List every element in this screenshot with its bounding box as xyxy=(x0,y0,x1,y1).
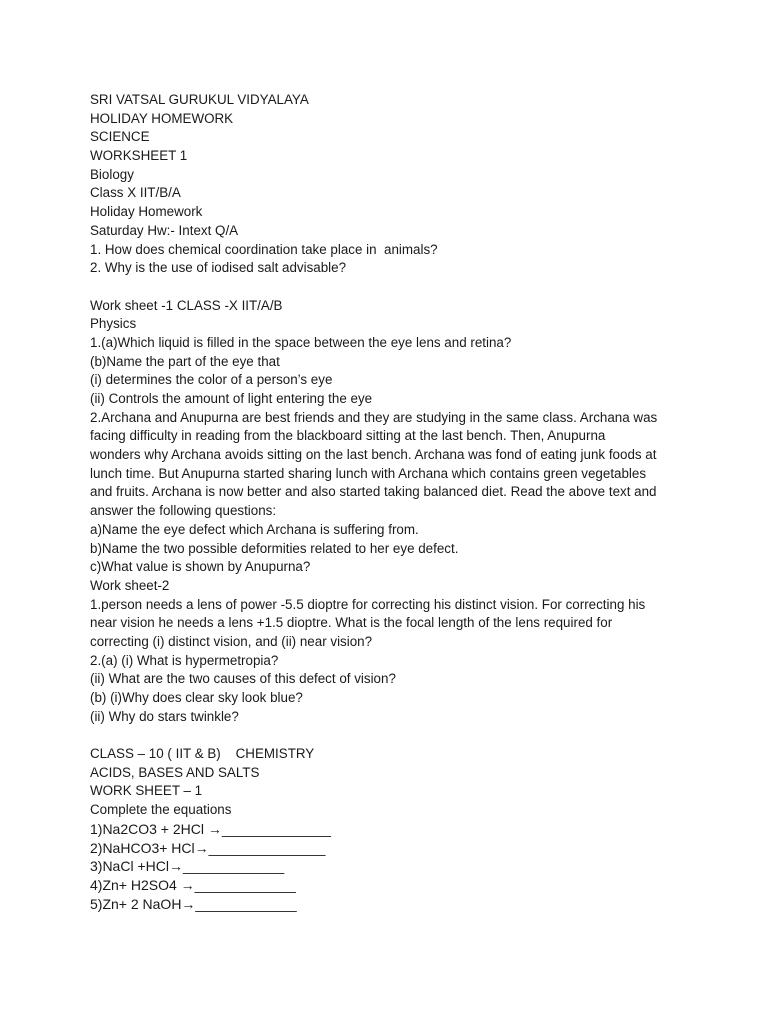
equation-item: 1)Na2CO3 + 2HCl →______________ xyxy=(90,820,331,837)
question: correcting (i) distinct vision, and (ii) near vision? xyxy=(90,633,373,649)
question: 1. How does chemical coordination take place in animals? xyxy=(90,241,438,257)
equation-item: 5)Zn+ 2 NaOH→_____________ xyxy=(90,895,297,912)
subject: SCIENCE xyxy=(90,129,150,145)
instruction: Complete the equations xyxy=(90,802,232,818)
document-body xyxy=(90,91,690,913)
question: c)What value is shown by Anupurna? xyxy=(90,559,311,575)
passage-line: facing difficulty in reading from the blackboard sitting at the last bench. Then, Anupurna xyxy=(90,428,606,444)
section-biology: Biology xyxy=(90,166,134,182)
physics-section xyxy=(90,297,690,727)
passage-line: 2.Archana and Anupurna are best friends and they are studying in the same class. Archana was xyxy=(90,409,658,425)
passage-line: wonders why Archana avoids sitting on the last bench. Archana was fond of eating junk foods at xyxy=(90,447,657,463)
question: (i) determines the color of a person’s eye xyxy=(90,372,333,388)
passage-line: answer the following questions: xyxy=(90,503,277,519)
class-label: Class X IIT/B/A xyxy=(90,185,181,201)
question: a)Name the eye defect which Archana is suffering from. xyxy=(90,521,419,537)
question: 1.person needs a lens of power -5.5 dioptre for correcting his distinct vision. For correcting his xyxy=(90,596,646,612)
question: (ii) Why do stars twinkle? xyxy=(90,708,239,724)
section-physics: Physics xyxy=(90,316,137,332)
blank-line xyxy=(90,726,690,745)
equation-item: 2)NaHCO3+ HCl→_______________ xyxy=(90,839,326,856)
question: (ii) What are the two causes of this defect of vision? xyxy=(90,671,396,687)
chemistry-class-heading: CLASS – 10 ( IIT & B) CHEMISTRY xyxy=(90,746,315,762)
equation-item: 3)NaCl +HCl→_____________ xyxy=(90,858,285,875)
question: b)Name the two possible deformities related to her eye defect. xyxy=(90,540,459,556)
saturday-hw: Saturday Hw:- Intext Q/A xyxy=(90,222,239,238)
school-name: SRI VATSAL GURUKUL VIDYALAYA xyxy=(90,92,309,107)
doc-title: HOLIDAY HOMEWORK xyxy=(90,110,234,126)
question: (b) (i)Why does clear sky look blue? xyxy=(90,690,303,705)
question: 2. Why is the use of iodised salt advisable? xyxy=(90,260,347,276)
equation-item: 4)Zn+ H2SO4 →_____________ xyxy=(90,876,296,893)
chemistry-section xyxy=(90,745,690,913)
chemistry-topic: ACIDS, BASES AND SALTS xyxy=(90,764,260,780)
question: (b)Name the part of the eye that xyxy=(90,353,280,369)
question: near vision he needs a lens +1.5 dioptre. What is the focal length of the lens required for xyxy=(90,615,613,631)
question: 2.(a) (i) What is hypermetropia? xyxy=(90,652,279,668)
homework-label: Holiday Homework xyxy=(90,204,203,220)
worksheet-heading: Work sheet-2 xyxy=(90,577,170,593)
blank-line xyxy=(90,278,690,297)
question: 1.(a)Which liquid is filled in the space between the eye lens and retina? xyxy=(90,334,512,350)
passage-line: lunch time. But Anupurna started sharing lunch with Archana which contains green vegetables xyxy=(90,465,647,481)
worksheet-heading: WORK SHEET – 1 xyxy=(90,783,203,799)
worksheet-heading: Work sheet -1 CLASS -X IIT/A/B xyxy=(90,297,283,313)
question: (ii) Controls the amount of light entering the eye xyxy=(90,391,373,406)
header-section xyxy=(90,91,690,278)
passage-line: and fruits. Archana is now better and also started taking balanced diet. Read the above text and xyxy=(90,484,657,500)
worksheet-label: WORKSHEET 1 xyxy=(90,148,188,164)
